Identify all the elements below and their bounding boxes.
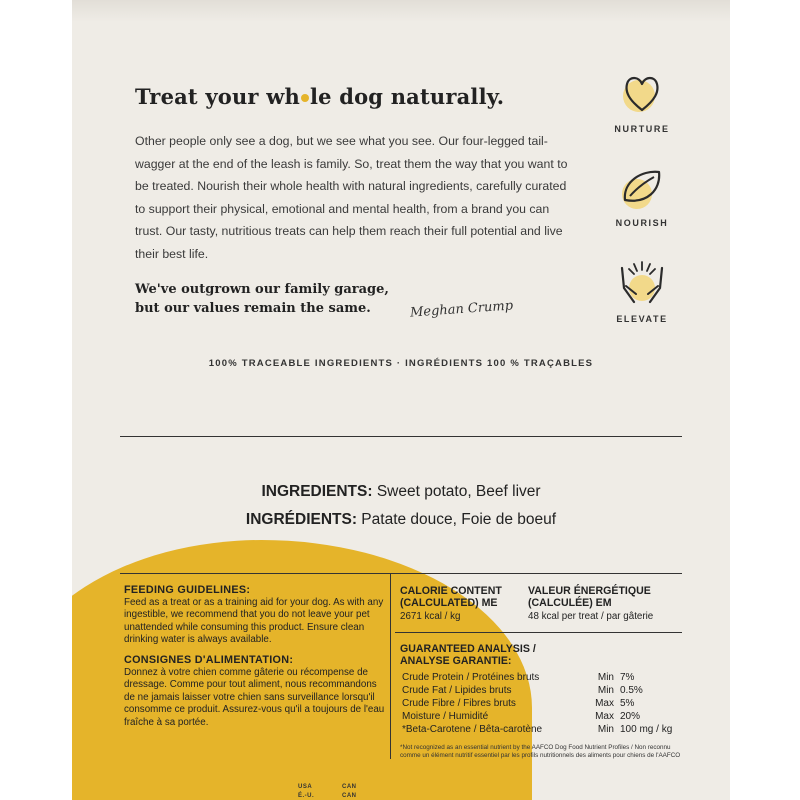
analysis-title: GUARANTEED ANALYSIS / ANALYSE GARANTIE: xyxy=(400,643,536,667)
ingredients-en xyxy=(120,483,682,501)
analysis-value: 100 mg / kg xyxy=(620,724,673,735)
ingredients-en-value: Sweet potato, Beef liver xyxy=(372,483,541,500)
tagline-line-1: We've outgrown our family garage, xyxy=(135,282,389,297)
elevate-badge xyxy=(600,258,684,324)
analysis-row xyxy=(402,710,680,723)
code-usa: USA xyxy=(298,784,313,790)
calorie-value-fr: 48 kcal per treat / par gâterie xyxy=(528,611,654,622)
feeding-title-fr: CONSIGNES D'ALIMENTATION: xyxy=(124,653,294,666)
analysis-row xyxy=(402,697,680,710)
analysis-qualifier: Min xyxy=(597,672,614,683)
analysis-name: Crude Protein / Protéines bruts xyxy=(402,672,540,683)
feeding-text-fr: Donnez à votre chien comme gâterie ou récompense de dressage. Comme pour tout aliment, nous recommandons de ne jamais laisser votre chien sans surveillance lorsqu'il consomme ce produit. Assurez-vous qu'il a toujours de l'eau fraîche à sa portée. xyxy=(124,666,385,728)
signature: Meghan Crump xyxy=(409,298,514,321)
divider xyxy=(120,436,682,437)
bag-seal-edge xyxy=(72,0,730,22)
feeding-title-en: FEEDING GUIDELINES: xyxy=(124,584,251,596)
calorie-title-en: CALORIE CONTENT (CALCULATED) ME xyxy=(400,585,502,609)
analysis-value: 0.5% xyxy=(620,685,643,696)
elevate-label: ELEVATE xyxy=(616,314,668,324)
nurture-badge xyxy=(600,66,684,134)
ingredients-en-label: INGREDIENTS: xyxy=(261,483,373,500)
hands-icon xyxy=(614,258,670,308)
analysis-qualifier: Max xyxy=(595,711,614,722)
analysis-name: Crude Fat / Lipides bruts xyxy=(402,685,512,696)
ingredients-fr-value: Patate douce, Foie de boeuf xyxy=(357,511,557,528)
analysis-divider xyxy=(395,632,682,633)
analysis-qualifier: Min xyxy=(597,685,614,696)
seed-icon xyxy=(617,164,667,212)
code-can-fr: CAN xyxy=(342,793,357,799)
calorie-value-en: 2671 kcal / kg xyxy=(400,611,461,622)
ingredients-fr-label: INGRÉDIENTS: xyxy=(245,511,357,528)
code-usa-fr: É.-U. xyxy=(298,793,315,799)
analysis-footnote: *Not recognized as an essential nutrient by the AAFCO Dog Food Nutrient Profiles / Non reconnu comme un élément nutritif essentiel par les profils nutritionnels des aliments pour chiens de l'AAFCO xyxy=(400,744,681,759)
dot-o-icon xyxy=(301,94,309,102)
analysis-qualifier: Max xyxy=(595,698,614,709)
analysis-row xyxy=(402,684,680,697)
panel-top-divider xyxy=(120,573,682,574)
headline-part-2: le dog naturally. xyxy=(309,84,505,109)
analysis-qualifier: Min xyxy=(597,724,614,735)
traceable-ingredients-banner: 100% TRACEABLE INGREDIENTS · INGRÉDIENTS 100 % TRAÇABLES xyxy=(208,358,594,369)
feeding-guidelines xyxy=(124,584,386,730)
headline xyxy=(135,84,504,109)
calorie-title-fr: VALEUR ÉNERGÉTIQUE (CALCULÉE) EM xyxy=(528,585,651,609)
panel-vertical-divider xyxy=(390,573,391,759)
analysis-name: Moisture / Humidité xyxy=(402,711,489,722)
body-copy xyxy=(135,130,575,266)
nourish-label: NOURISH xyxy=(615,218,669,228)
body-paragraph: Other people only see a dog, but we see what you see. Our four-legged tail-wagger at the end of the leash is family. So, treat them the way that you want to be treated. Nourish their whole health with natural ingredients, carefully curated to support their physical, emotional and mental health, from a brand you can trust. Our tasty, nutritious treats can help them reach their full potential and live their best life. xyxy=(135,134,568,261)
analysis-table xyxy=(402,671,680,736)
calorie-content-en xyxy=(400,585,526,623)
nurture-label: NURTURE xyxy=(614,124,670,134)
analysis-name: *Beta-Carotene / Bêta-carotène xyxy=(402,724,543,735)
heart-icon xyxy=(617,66,667,118)
feeding-text-en: Feed as a treat or as a training aid for your dog. As with any ingestible, we recommend that you do not leave your pet unattended while consuming this product. Ensure clean drinking water is always available. xyxy=(124,596,384,646)
tagline-line-2: but our values remain the same. xyxy=(135,301,371,316)
code-can: CAN xyxy=(342,784,357,790)
headline-part-1: Treat your wh xyxy=(135,84,300,109)
analysis-row xyxy=(402,671,680,684)
analysis-value: 5% xyxy=(620,698,635,709)
nourish-badge xyxy=(600,164,684,228)
analysis-value: 7% xyxy=(620,672,635,683)
tagline xyxy=(135,280,389,318)
analysis-name: Crude Fibre / Fibres bruts xyxy=(402,698,516,709)
analysis-value: 20% xyxy=(620,711,641,722)
ingredients-fr xyxy=(120,511,682,529)
analysis-row xyxy=(402,723,680,736)
calorie-content-fr xyxy=(528,585,678,623)
